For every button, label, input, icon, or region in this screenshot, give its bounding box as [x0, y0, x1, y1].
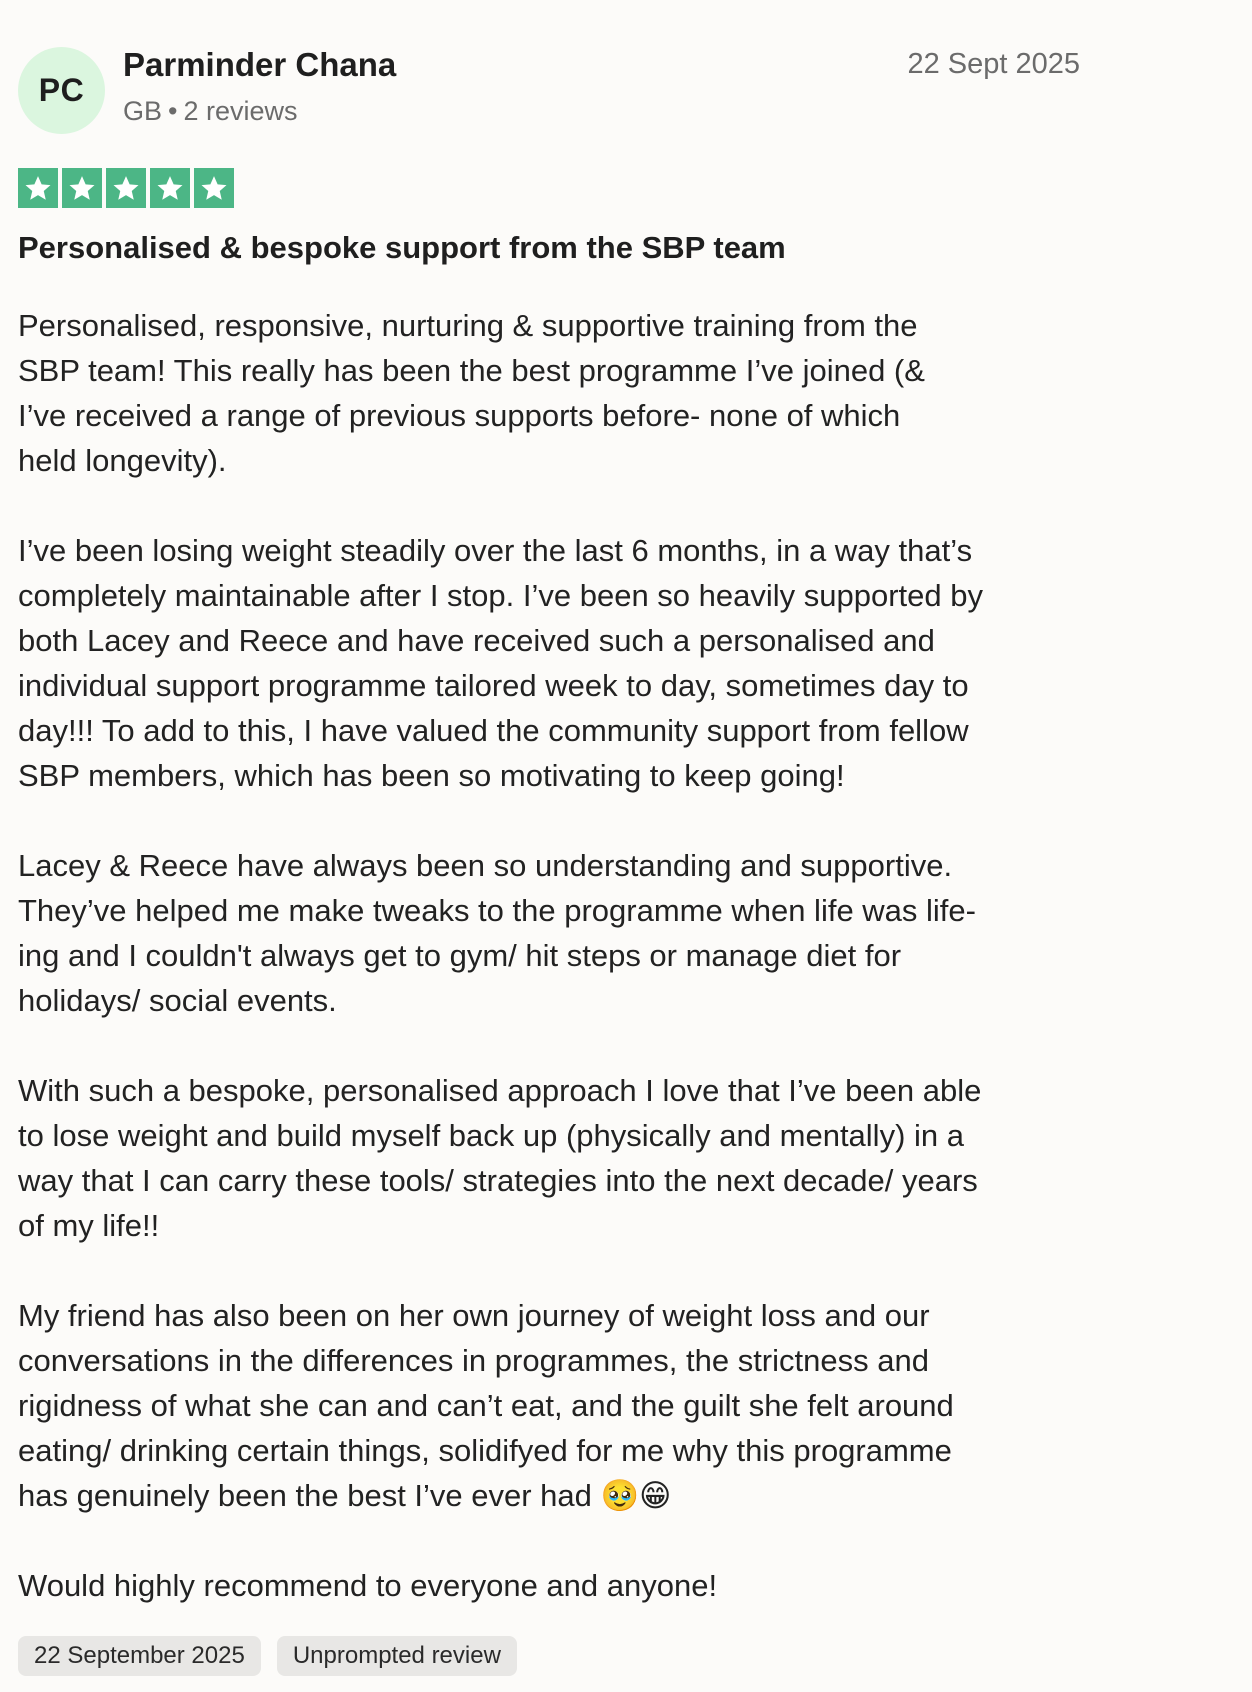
star-icon	[150, 168, 190, 208]
avatar-initials: PC	[38, 72, 85, 108]
separator-dot: •	[168, 96, 178, 126]
review-paragraph: I’ve been losing weight steadily over the last 6 months, in a way that’s completely maintainable after I stop. I’ve been so heavily supported by both Lacey and Reece and have received such a personalised and individual support programme tailored week to day, sometimes day to day!!! To add to this, I have valued the community support from fellow SBP members, which has been so motivating to keep going!	[18, 533, 983, 793]
reviewer-name[interactable]: Parminder Chana	[123, 46, 397, 83]
experience-date-badge: 22 September 2025	[18, 1636, 261, 1676]
review-title[interactable]: Personalised & bespoke support from the SBP team	[18, 230, 786, 265]
reviewer-meta	[123, 96, 298, 127]
star-icon	[62, 168, 102, 208]
review-paragraph: My friend has also been on her own journey of weight loss and our conversations in the differences in programmes, the strictness and rigidness of what she can and can’t eat, and the guilt she felt around eating/ drinking certain things, solidifyed for me why this programme has genuinely been the best I’ve ever had 🥹😁	[18, 1298, 954, 1513]
review-date: 22 Sept 2025	[907, 48, 1080, 80]
avatar[interactable]	[18, 47, 105, 134]
star-icon	[106, 168, 146, 208]
unprompted-review-badge[interactable]: Unprompted review	[277, 1636, 517, 1676]
review-body	[18, 303, 1088, 1608]
reviewer-country: GB	[123, 96, 163, 126]
star-icon	[194, 168, 234, 208]
review-tags	[18, 1636, 517, 1676]
star-icon	[18, 168, 58, 208]
review-paragraph: Personalised, responsive, nurturing & supportive training from the SBP team! This really has been the best programme I’ve joined (& I’ve received a range of previous supports before- none of which held longevity).	[18, 308, 925, 478]
review-paragraph: Would highly recommend to everyone and anyone!	[18, 1568, 718, 1603]
star-rating	[18, 168, 234, 208]
review-paragraph: Lacey & Reece have always been so understanding and supportive. They’ve helped me make tweaks to the programme when life was life- ing and I couldn't always get to gym/ hit steps or manage diet for holidays/ social events.	[18, 848, 976, 1018]
review-paragraph: With such a bespoke, personalised approach I love that I’ve been able to lose weight and build myself back up (physically and mentally) in a way that I can carry these tools/ strategies into the next decade/ years of my life!!	[18, 1073, 982, 1243]
reviewer-review-count: 2 reviews	[183, 96, 298, 126]
